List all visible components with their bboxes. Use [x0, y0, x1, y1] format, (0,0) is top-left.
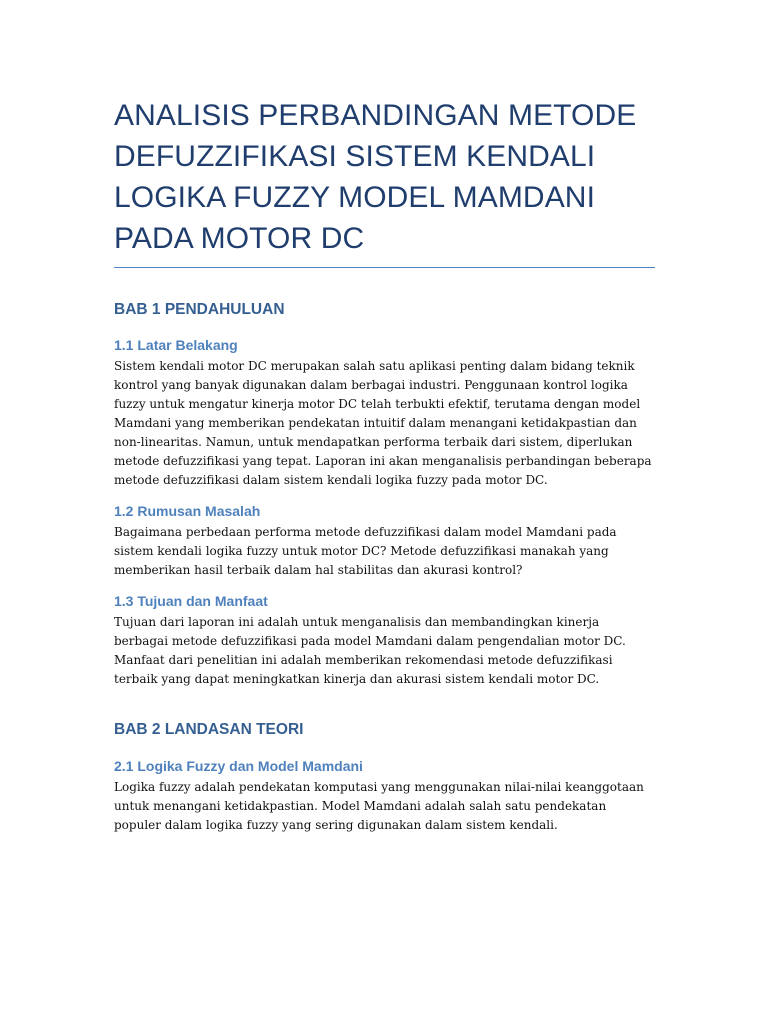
section-paragraph-1-1: Sistem kendali motor DC merupakan salah satu aplikasi penting dalam bidang teknik kontrol yang banyak digunakan dalam berbagai industri. Penggunaan kontrol logika fuzzy untuk mengatur kinerja motor DC telah terbukti efektif, terutama dengan model Mamdani yang memberikan pendekatan intuitif dalam menangani ketidakpastian dan non-linearitas. Namun, untuk mendapatkan performa terbaik dari sistem, diperlukan metode defuzzifikasi yang tepat. Laporan ini akan menganalisis perbandingan beberapa metode defuzzifikasi dalam sistem kendali logika fuzzy pada motor DC.	[114, 359, 652, 487]
section-heading-1-2: 1.2 Rumusan Masalah	[114, 503, 261, 519]
document-title: ANALISIS PERBANDINGAN METODE DEFUZZIFIKASI SISTEM KENDALI LOGIKA FUZZY MODEL MAMDANI PADA MOTOR DC	[114, 99, 637, 255]
section-heading-2-1: 2.1 Logika Fuzzy dan Model Mamdani	[114, 758, 363, 774]
section-paragraph-1-2: Bagaimana perbedaan performa metode defuzzifikasi dalam model Mamdani pada sistem kendali logika fuzzy untuk motor DC? Metode defuzzifikasi manakah yang memberikan hasil terbaik dalam hal stabilitas dan akurasi kontrol?	[114, 525, 617, 577]
title-divider	[114, 267, 655, 268]
section-paragraph-2-1: Logika fuzzy adalah pendekatan komputasi yang menggunakan nilai-nilai keanggotaan untuk menangani ketidakpastian. Model Mamdani adalah salah satu pendekatan populer dalam logika fuzzy yang sering digunakan dalam sistem kendali.	[114, 780, 644, 832]
section-heading-1-1: 1.1 Latar Belakang	[114, 337, 238, 353]
section-heading-1-3: 1.3 Tujuan dan Manfaat	[114, 593, 268, 609]
section-paragraph-1-3: Tujuan dari laporan ini adalah untuk menganalisis dan membandingkan kinerja berbagai metode defuzzifikasi pada model Mamdani dalam pengendalian motor DC. Manfaat dari penelitian ini adalah memberikan rekomendasi metode defuzzifikasi terbaik yang dapat meningkatkan kinerja dan akurasi sistem kendali motor DC.	[114, 615, 626, 686]
chapter-heading-1: BAB 1 PENDAHULUAN	[114, 301, 285, 318]
document-body	[114, 95, 655, 835]
chapter-heading-2: BAB 2 LANDASAN TEORI	[114, 721, 304, 738]
